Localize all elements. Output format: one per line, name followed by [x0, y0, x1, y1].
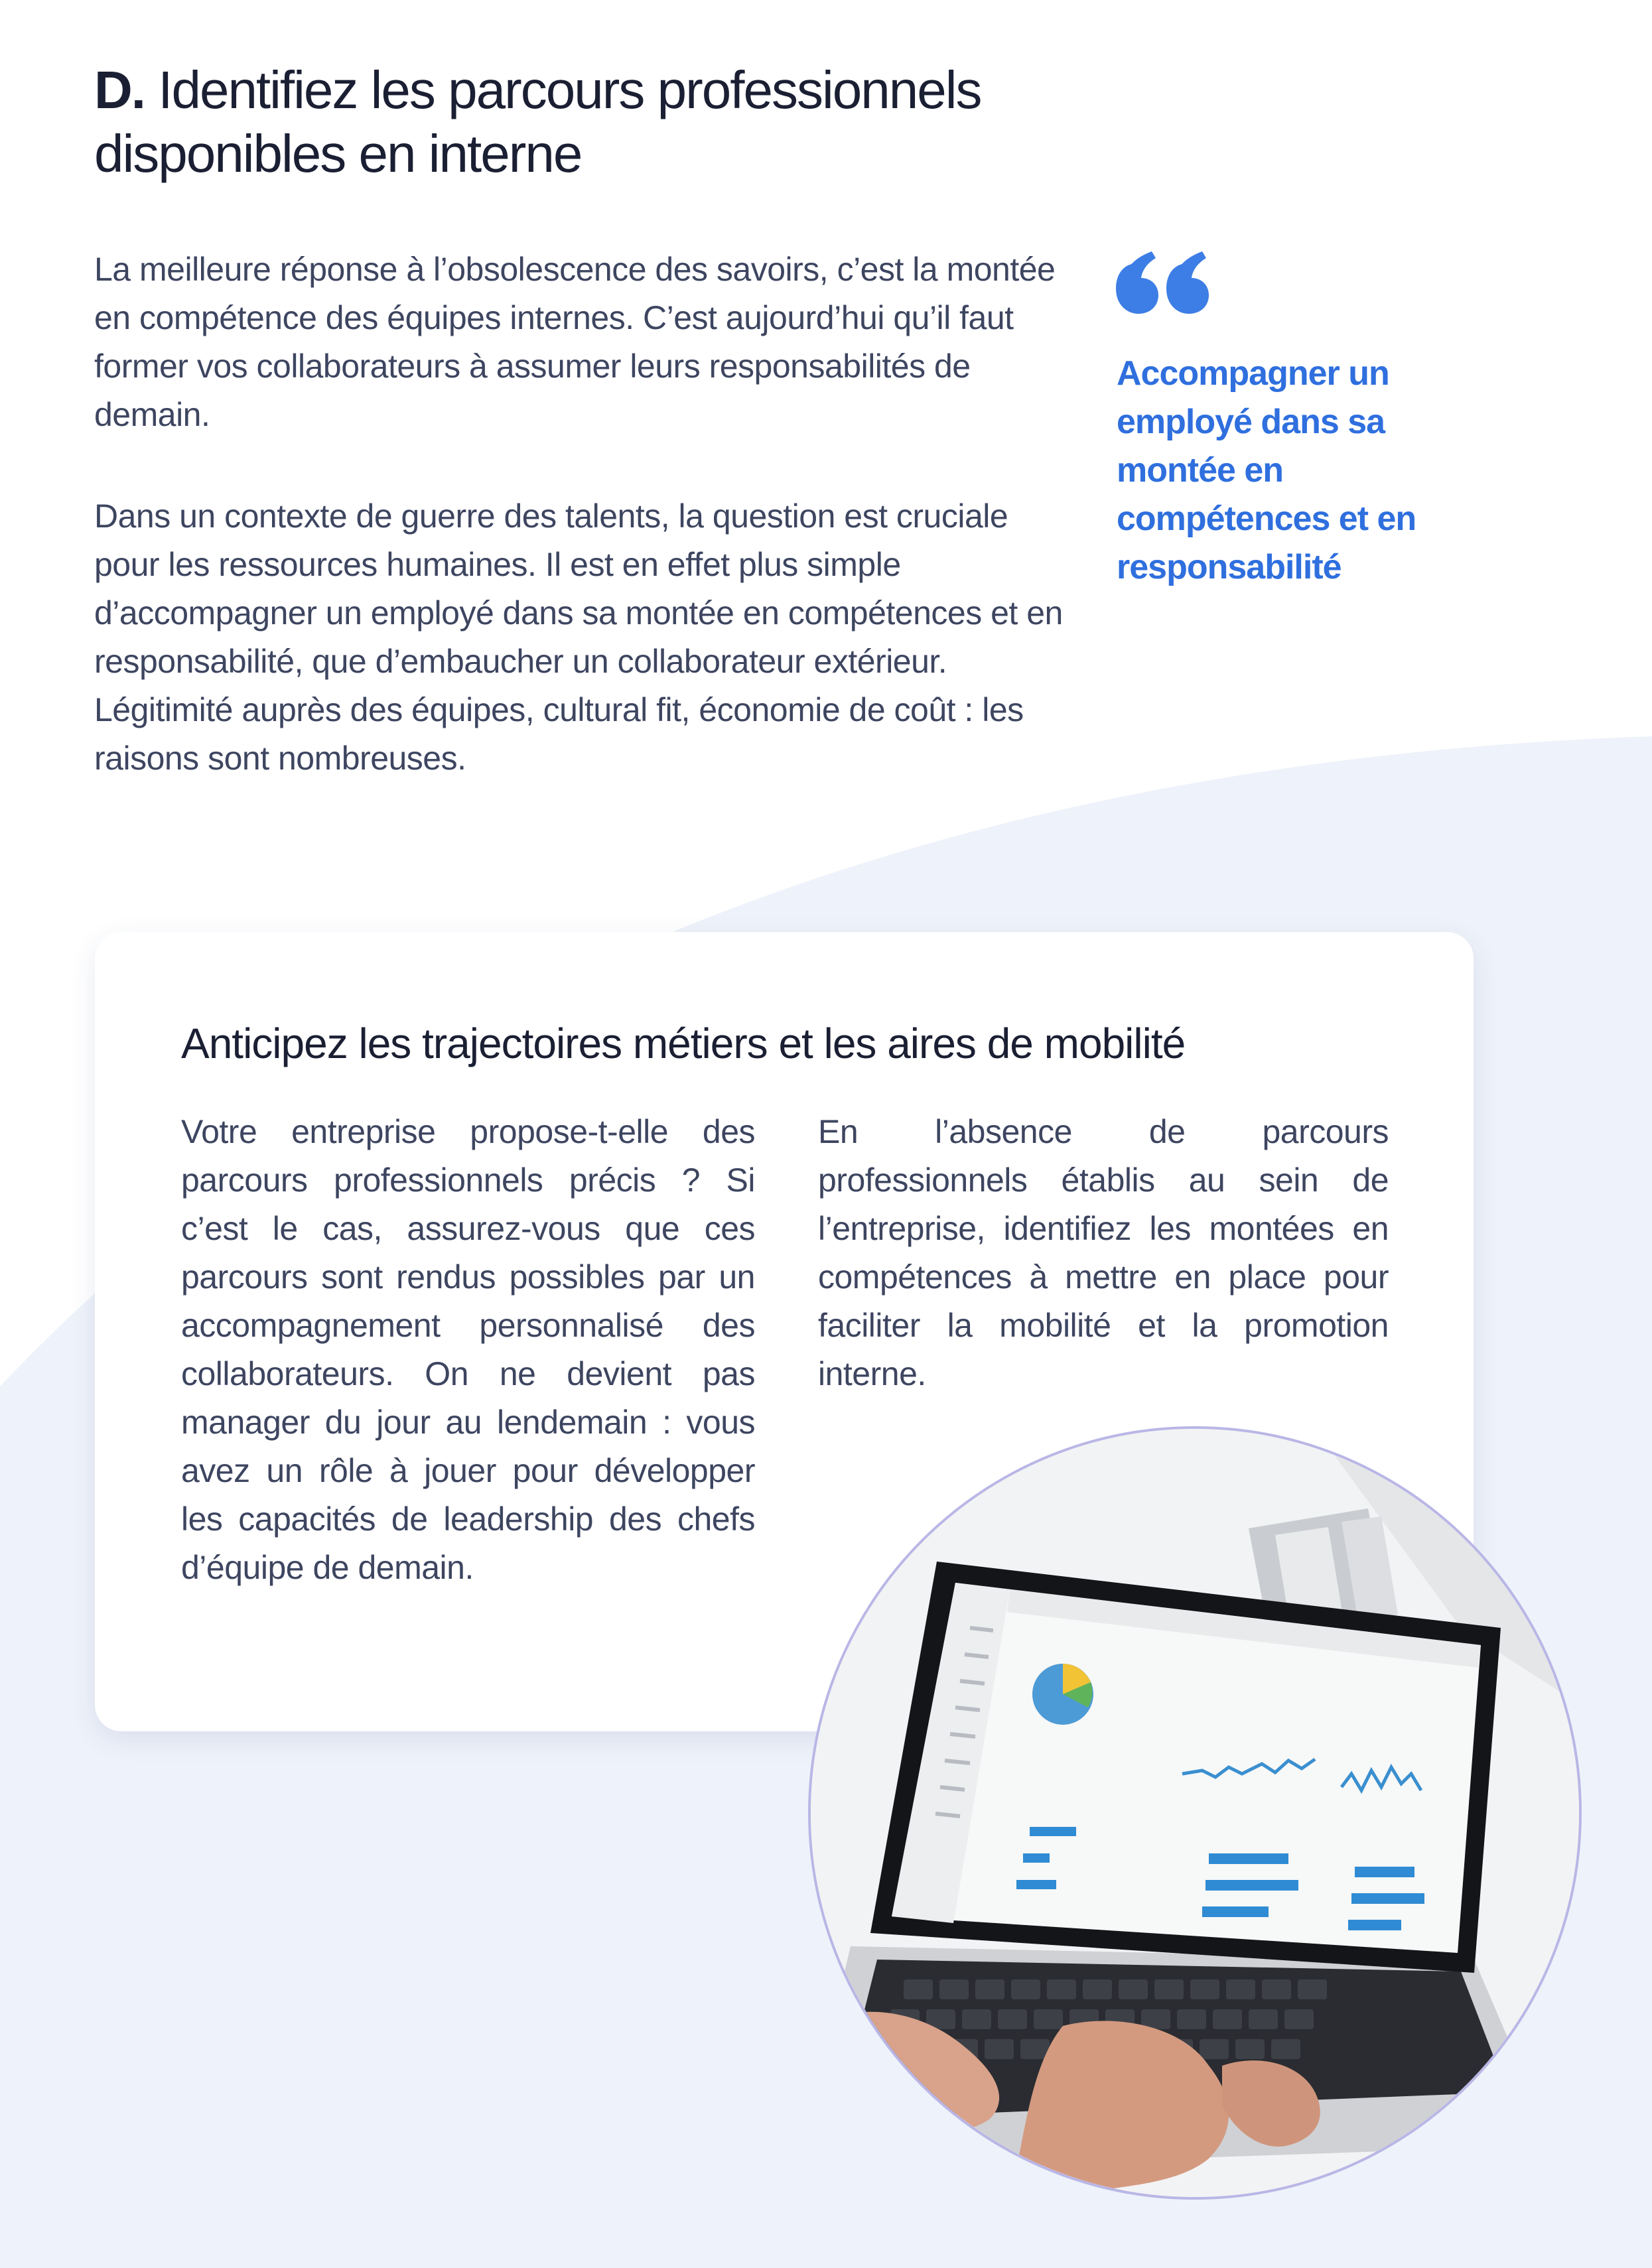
section-letter: D. [94, 60, 145, 119]
section-heading [94, 58, 1222, 186]
intro-text [94, 245, 1069, 836]
pull-quote-text: Accompagner un employé dans sa montée en compétences et en responsabilité [1117, 354, 1416, 586]
section-title: Identifiez les parcours professionnels disponibles en interne [94, 60, 981, 183]
card-left-column: Votre entreprise propose-t-elle des parcours professionnels précis ? Si c’est le cas, assurez-vous que ces parcours sont rendus possibles par un accompagnement personnalisé des collaborateurs. On ne devient pas manager du jour au lendemain : vous avez un rôle à jouer pour développer les capacités de leadership des chefs d’équipe de demain. [181, 1113, 755, 1586]
card-right-column: En l’absence de parcours professionnels établis au sein de l’entreprise, identifiez les montées en compétences à mettre en place pour faciliter la mobilité et la promotion interne. [818, 1113, 1389, 1392]
quote-mark-icon [1115, 249, 1211, 315]
laptop-photo [808, 1426, 1582, 2200]
card-title: Anticipez les trajectoires métiers et les aires de mobilité [181, 1020, 1186, 1067]
intro-paragraph-1: La meilleure réponse à l’obsolescence des savoirs, c’est la montée en compétence des équipes internes. C’est aujourd’hui qu’il faut former vos collaborateurs à assumer leurs responsabilités de demain. [94, 251, 1056, 433]
intro-paragraph-2: Dans un contexte de guerre des talents, la question est cruciale pour les ressources humaines. Il est en effet plus simple d’accompagner un employé dans sa montée en compétences et en responsabilité, que d’embaucher un collaborateur extérieur. Légitimité auprès des équipes, cultural fit, économie de coût : les raisons sont nombreuses. [94, 498, 1063, 777]
